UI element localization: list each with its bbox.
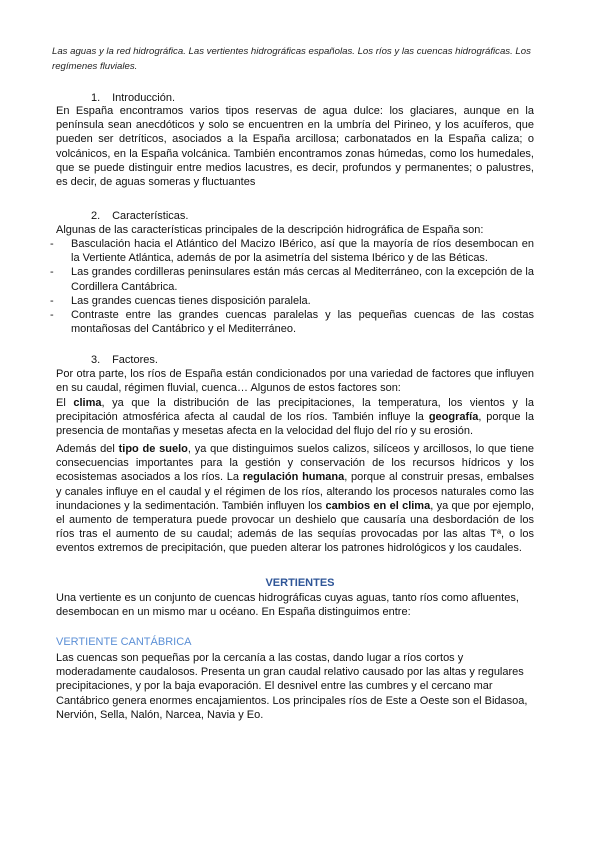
section-1-title: Introducción. — [112, 92, 176, 104]
text-run: , ya que por ejemplo, el aumento de temperatura puede provocar un deshielo que causaría una desbordación de los ríos tras el aumento de su caudal; además de las sequías provocadas por las altas Tª, o los eventos extremos de precipitación, que pueden alterar los patrones hidrológicos y los caudales. — [56, 499, 534, 555]
list-item-text: Las grandes cordilleras peninsulares están más cercas al Mediterráneo, con la excepción de la Cordillera Cantábrica. — [71, 266, 534, 293]
section-3-number: 3. — [91, 354, 101, 366]
section-3-paragraph-3 — [56, 442, 534, 556]
bullet-dash: - — [50, 309, 54, 322]
vertientes-paragraph: Una vertiente es un conjunto de cuencas hidrográficas cuyas aguas, tanto ríos como afluentes, desembocan en un mismo mar u océano. En España distinguimos entre: — [56, 592, 519, 619]
text-run: , ya que distinguimos suelos calizos, silíceos y arcillosos, lo que tiene consecuencias importantes para la gestión y conservación de los recursos hídricos y los ecosistemas asociados a los ríos. La — [56, 443, 534, 484]
list-item-text: Las grandes cuencas tienes disposición paralela. — [71, 294, 311, 307]
vertientes-title: VERTIENTES — [265, 577, 335, 589]
bullet-dash: - — [50, 266, 54, 279]
list-item — [50, 237, 534, 265]
keyword-tipo-de-suelo: tipo de suelo — [118, 443, 188, 455]
keyword-regulacion-humana: regulación humana — [242, 471, 345, 484]
keyword-geografia: geografía — [428, 411, 479, 424]
keyword-clima: clima — [73, 397, 102, 409]
section-3-paragraph-1: Por otra parte, los ríos de España están condicionados por una variedad de factores que influyen en su caudal, régimen fluvial, cuenca… Algunos de estos factores son: — [56, 368, 534, 395]
topic-header-note: Las aguas y la red hidrográfica. Las vertientes hidrográficas españolas. Los ríos y las cuencas hidrográficas. Los regímenes fluviales. — [52, 46, 531, 72]
vertiente-cantabrica-title: VERTIENTE CANTÁBRICA — [56, 636, 192, 648]
section-2-number: 2. — [91, 210, 101, 222]
section-3-title: Factores. — [112, 354, 158, 366]
text-run: , porque al construir presas, embalses y canales influye en el caudal y el régimen de los ríos, alterando los procesos naturales como las inundaciones y la sedimentación. También influyen los — [56, 471, 534, 512]
vertiente-cantabrica-paragraph: Las cuencas son pequeñas por la cercanía a las costas, dando lugar a ríos cortos y moderadamente caudalosos. Presenta un gran caudal relativo causado por las altas y regulares precipitaciones, y por la baja evaporación. El desnivel entre las cumbres y el cercano mar Cantábrico genera enormes encajamientos. Los principales ríos de Este a Oeste son el Bidasoa, Nervión, Sella, Nalón, Narcea, Navia y Eo. — [56, 652, 528, 721]
section-2-title: Características. — [112, 210, 189, 222]
list-item — [50, 308, 534, 336]
text-run: El — [56, 397, 74, 409]
section-3-heading — [91, 353, 158, 367]
list-item-text: Contraste entre las grandes cuencas paralelas y las pequeñas cuencas de las costas montañosas del Cantábrico y el Mediterráneo. — [71, 309, 534, 336]
section-3-paragraph-2 — [56, 396, 534, 439]
list-item — [50, 265, 534, 293]
bullet-dash: - — [50, 238, 54, 250]
text-run: Además del — [56, 443, 119, 455]
text-run: , porque la presencia de montañas y mesetas afecta en la velocidad del flujo del río y su erosión. — [56, 411, 534, 438]
list-item-text: Basculación hacia el Atlántico del Macizo IBérico, así que la mayoría de ríos desembocan en la Vertiente Atlántica, además de por la asimetría del sistema Ibérico y de las Béticas. — [71, 238, 534, 265]
bullet-dash: - — [50, 294, 54, 307]
section-1-paragraph: En España encontramos varios tipos reservas de agua dulce: los glaciares, aunque en la península sean anecdóticos y solo se encuentren en la umbría del Pirineo, y los acuíferos, que pueden ser detríticos, asociados a la España arcillosa; carbonatados en la España caliza; o volcánicos, en la España volcánica. También encontramos zonas húmedas, como los humedales, que se puede distinguir entre medios lacustres, es decir, profundos y permanentes; o palustres, es decir, de aguas someras y fluctuantes — [56, 105, 534, 189]
section-2-heading — [91, 209, 188, 223]
keyword-cambios-clima: cambios en el clima — [325, 499, 431, 512]
text-run: , ya que la distribución de las precipitaciones, la temperatura, los vientos y la precipitación atmosférica afecta al caudal de los ríos. También influye la — [56, 397, 534, 424]
list-item — [50, 294, 534, 308]
section-2-intro: Algunas de las características principales de la descripción hidrográfica de España son: — [56, 224, 484, 236]
characteristics-list — [50, 237, 534, 336]
section-1-number: 1. — [91, 92, 101, 104]
